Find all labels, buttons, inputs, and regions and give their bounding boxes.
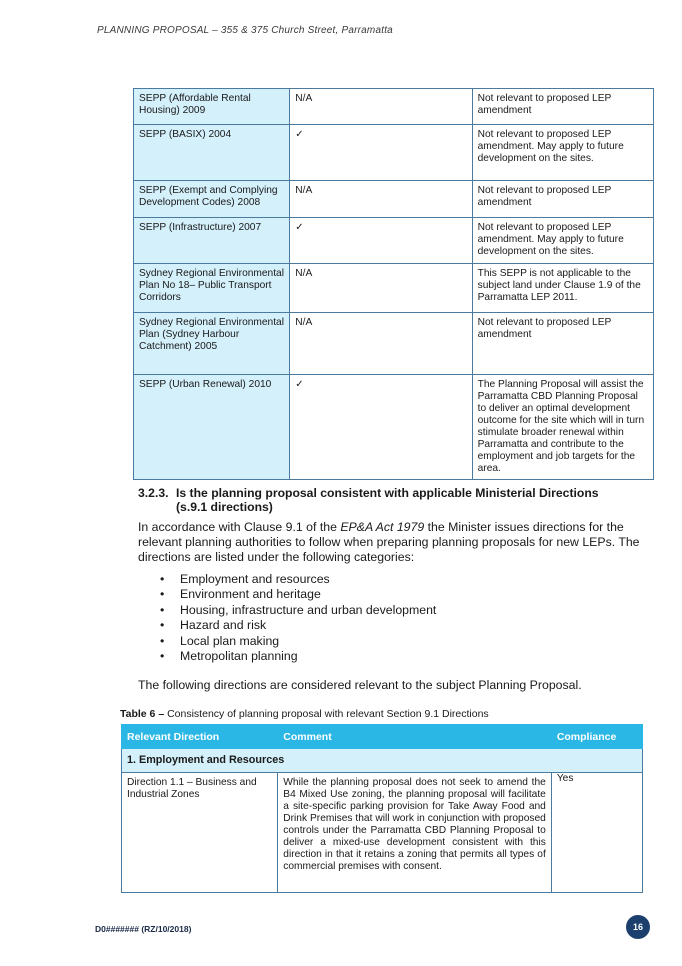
column-header: Comment	[278, 725, 552, 749]
relevant-directions-text: The following directions are considered relevant to the subject Planning Proposal.	[138, 678, 582, 692]
list-item: • Employment and resources	[160, 572, 436, 587]
list-item: • Hazard and risk	[160, 618, 436, 633]
consistency-cell: N/A	[290, 264, 472, 313]
section-title-line1: Is the planning proposal consistent with applicable Ministerial Directions	[176, 486, 599, 500]
instrument-cell: SEPP (Exempt and Complying Development Codes) 2008	[134, 181, 290, 218]
instrument-cell: SEPP (Affordable Rental Housing) 2009	[134, 89, 290, 125]
section-row-label: 1. Employment and Resources	[122, 749, 643, 773]
comment-cell: Not relevant to proposed LEP amendment. May apply to future development on the sites.	[472, 125, 653, 181]
comment-cell: The Planning Proposal will assist the Parramatta CBD Planning Proposal to deliver an optimal development outcome for the site which will in turn stimulate broader renewal within Parramatta and contribute to the employment and job targets for the area.	[472, 375, 653, 480]
table-row	[134, 375, 654, 480]
list-item: • Local plan making	[160, 634, 436, 649]
instrument-cell: Sydney Regional Environmental Plan (Sydney Harbour Catchment) 2005	[134, 313, 290, 375]
table-row	[134, 218, 654, 264]
column-header: Compliance	[551, 725, 642, 749]
instrument-cell: SEPP (Urban Renewal) 2010	[134, 375, 290, 480]
intro-paragraph	[138, 520, 648, 564]
comment-cell: Not relevant to proposed LEP amendment	[472, 89, 653, 125]
running-header: PLANNING PROPOSAL – 355 & 375 Church Street, Parramatta	[97, 25, 393, 36]
table-row	[134, 264, 654, 313]
consistency-cell: ✓	[290, 218, 472, 264]
section-row	[122, 749, 643, 773]
table-caption	[120, 708, 489, 720]
act-name: EP&A Act 1979	[340, 520, 425, 534]
table-row	[134, 125, 654, 181]
table-header-row	[122, 725, 643, 749]
instrument-cell: Sydney Regional Environmental Plan No 18– Public Transport Corridors	[134, 264, 290, 313]
section-title-line2: (s.9.1 directions)	[176, 500, 273, 514]
ministerial-directions-table	[121, 724, 643, 893]
instrument-cell: SEPP (BASIX) 2004	[134, 125, 290, 181]
intro-text-start: In accordance with Clause 9.1 of the	[138, 520, 341, 534]
list-item: • Metropolitan planning	[160, 649, 436, 664]
consistency-cell: ✓	[290, 375, 472, 480]
page-number-badge: 16	[626, 915, 650, 939]
section-heading	[138, 486, 599, 514]
comment-cell: Not relevant to proposed LEP amendment	[472, 181, 653, 218]
caption-label: Table 6 –	[120, 708, 165, 720]
column-header: Relevant Direction	[122, 725, 278, 749]
section-number: 3.2.3.	[138, 486, 169, 500]
list-item: • Environment and heritage	[160, 587, 436, 602]
comment-cell: While the planning proposal does not seek to amend the B4 Mixed Use zoning, the planning proposal will facilitate a site-specific parking provision for Take Away Food and Drink Premises that will work in conjunction with proposed controls under the Parramatta CBD Planning Proposal to deliver a mixed-use development consistent with this direction in that it retains a zoning that permits all types of commercial premises with consent.	[278, 773, 552, 893]
document-reference: D0####### (RZ/10/2018)	[95, 924, 192, 934]
direction-cell: Direction 1.1 – Business and Industrial Zones	[122, 773, 278, 893]
intro-text-end: the Minister issues directions for the relevant planning authorities to follow when preparing planning proposals for new LEPs. The directions are listed under the following categories:	[138, 520, 640, 564]
list-item: • Housing, infrastructure and urban development	[160, 603, 436, 618]
consistency-cell: N/A	[290, 181, 472, 218]
consistency-cell: N/A	[290, 89, 472, 125]
direction-categories-list	[160, 572, 436, 664]
consistency-cell: N/A	[290, 313, 472, 375]
compliance-cell: Yes	[551, 773, 642, 893]
sepp-consistency-table	[133, 88, 654, 480]
comment-cell: This SEPP is not applicable to the subject land under Clause 1.9 of the Parramatta LEP 2011.	[472, 264, 653, 313]
caption-text: Consistency of planning proposal with relevant Section 9.1 Directions	[164, 708, 489, 720]
instrument-cell: SEPP (Infrastructure) 2007	[134, 218, 290, 264]
table-row	[134, 181, 654, 218]
table-row	[122, 773, 643, 893]
table-row	[134, 89, 654, 125]
consistency-cell: ✓	[290, 125, 472, 181]
comment-cell: Not relevant to proposed LEP amendment	[472, 313, 653, 375]
table-row	[134, 313, 654, 375]
comment-cell: Not relevant to proposed LEP amendment. May apply to future development on the sites.	[472, 218, 653, 264]
